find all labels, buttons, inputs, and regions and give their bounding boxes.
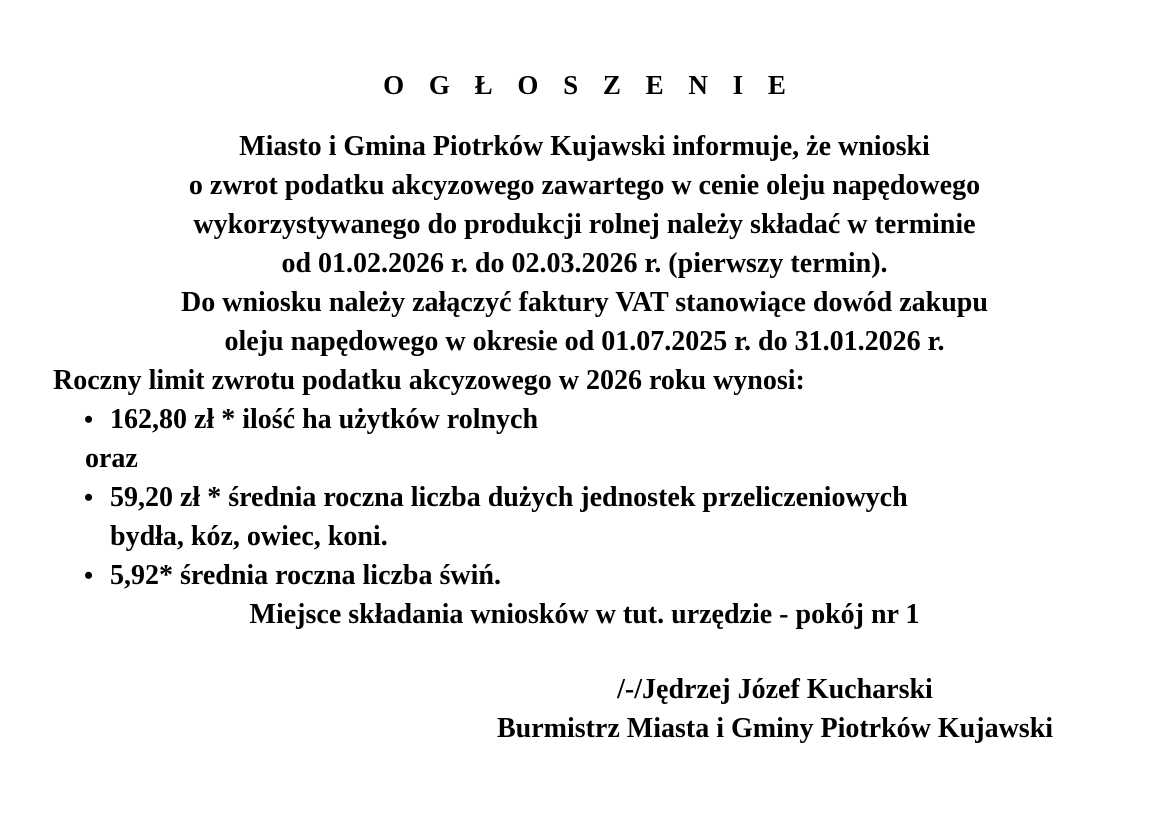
limit-item-pigs-label: 5,92* średnia roczna liczba świń. [110,560,501,591]
signature-position: Burmistrz Miasta i Gminy Piotrków Kujawski [496,713,1054,744]
announcement-body [0,127,1169,634]
limit-item-hectares [0,400,1169,439]
intro-line-2: o zwrot podatku akcyzowego zawartego w cenie oleju napędowego [188,170,981,201]
intro-line-3: wykorzystywanego do produkcji rolnej należy składać w terminie [193,209,976,240]
signature-block [392,670,1158,748]
submission-place-line: Miejsce składania wniosków w tut. urzędzie - pokój nr 1 [249,599,920,630]
bullet-icon: • [84,561,94,590]
bullet-icon: • [84,405,94,434]
limit-heading: Roczny limit zwrotu podatku akcyzowego w 2026 roku wynosi: [53,365,805,396]
intro-line-1: Miasto i Gmina Piotrków Kujawski informuje, że wnioski [239,131,930,162]
limit-item-hectares-label: 162,80 zł * ilość ha użytków rolnych [110,404,539,435]
page-title: O G Ł O S Z E N I E [383,70,795,100]
limit-item-livestock-continuation: bydła, kóz, owiec, koni. [110,521,388,552]
intro-line-4: od 01.02.2026 r. do 02.03.2026 r. (pierwszy termin). [281,248,888,279]
limit-conjunction: oraz [85,443,138,474]
intro-line-6: oleju napędowego w okresie od 01.07.2025 r. do 31.01.2026 r. [224,326,945,357]
limit-item-livestock [0,478,1169,517]
signature-name: /-/Jędrzej Józef Kucharski [617,674,933,705]
limit-item-pigs [0,556,1169,595]
intro-line-5: Do wniosku należy załączyć faktury VAT stanowiące dowód zakupu [181,287,988,318]
limit-item-livestock-label: 59,20 zł * średnia roczna liczba dużych jednostek przeliczeniowych [110,482,908,513]
bullet-icon: • [84,483,94,512]
